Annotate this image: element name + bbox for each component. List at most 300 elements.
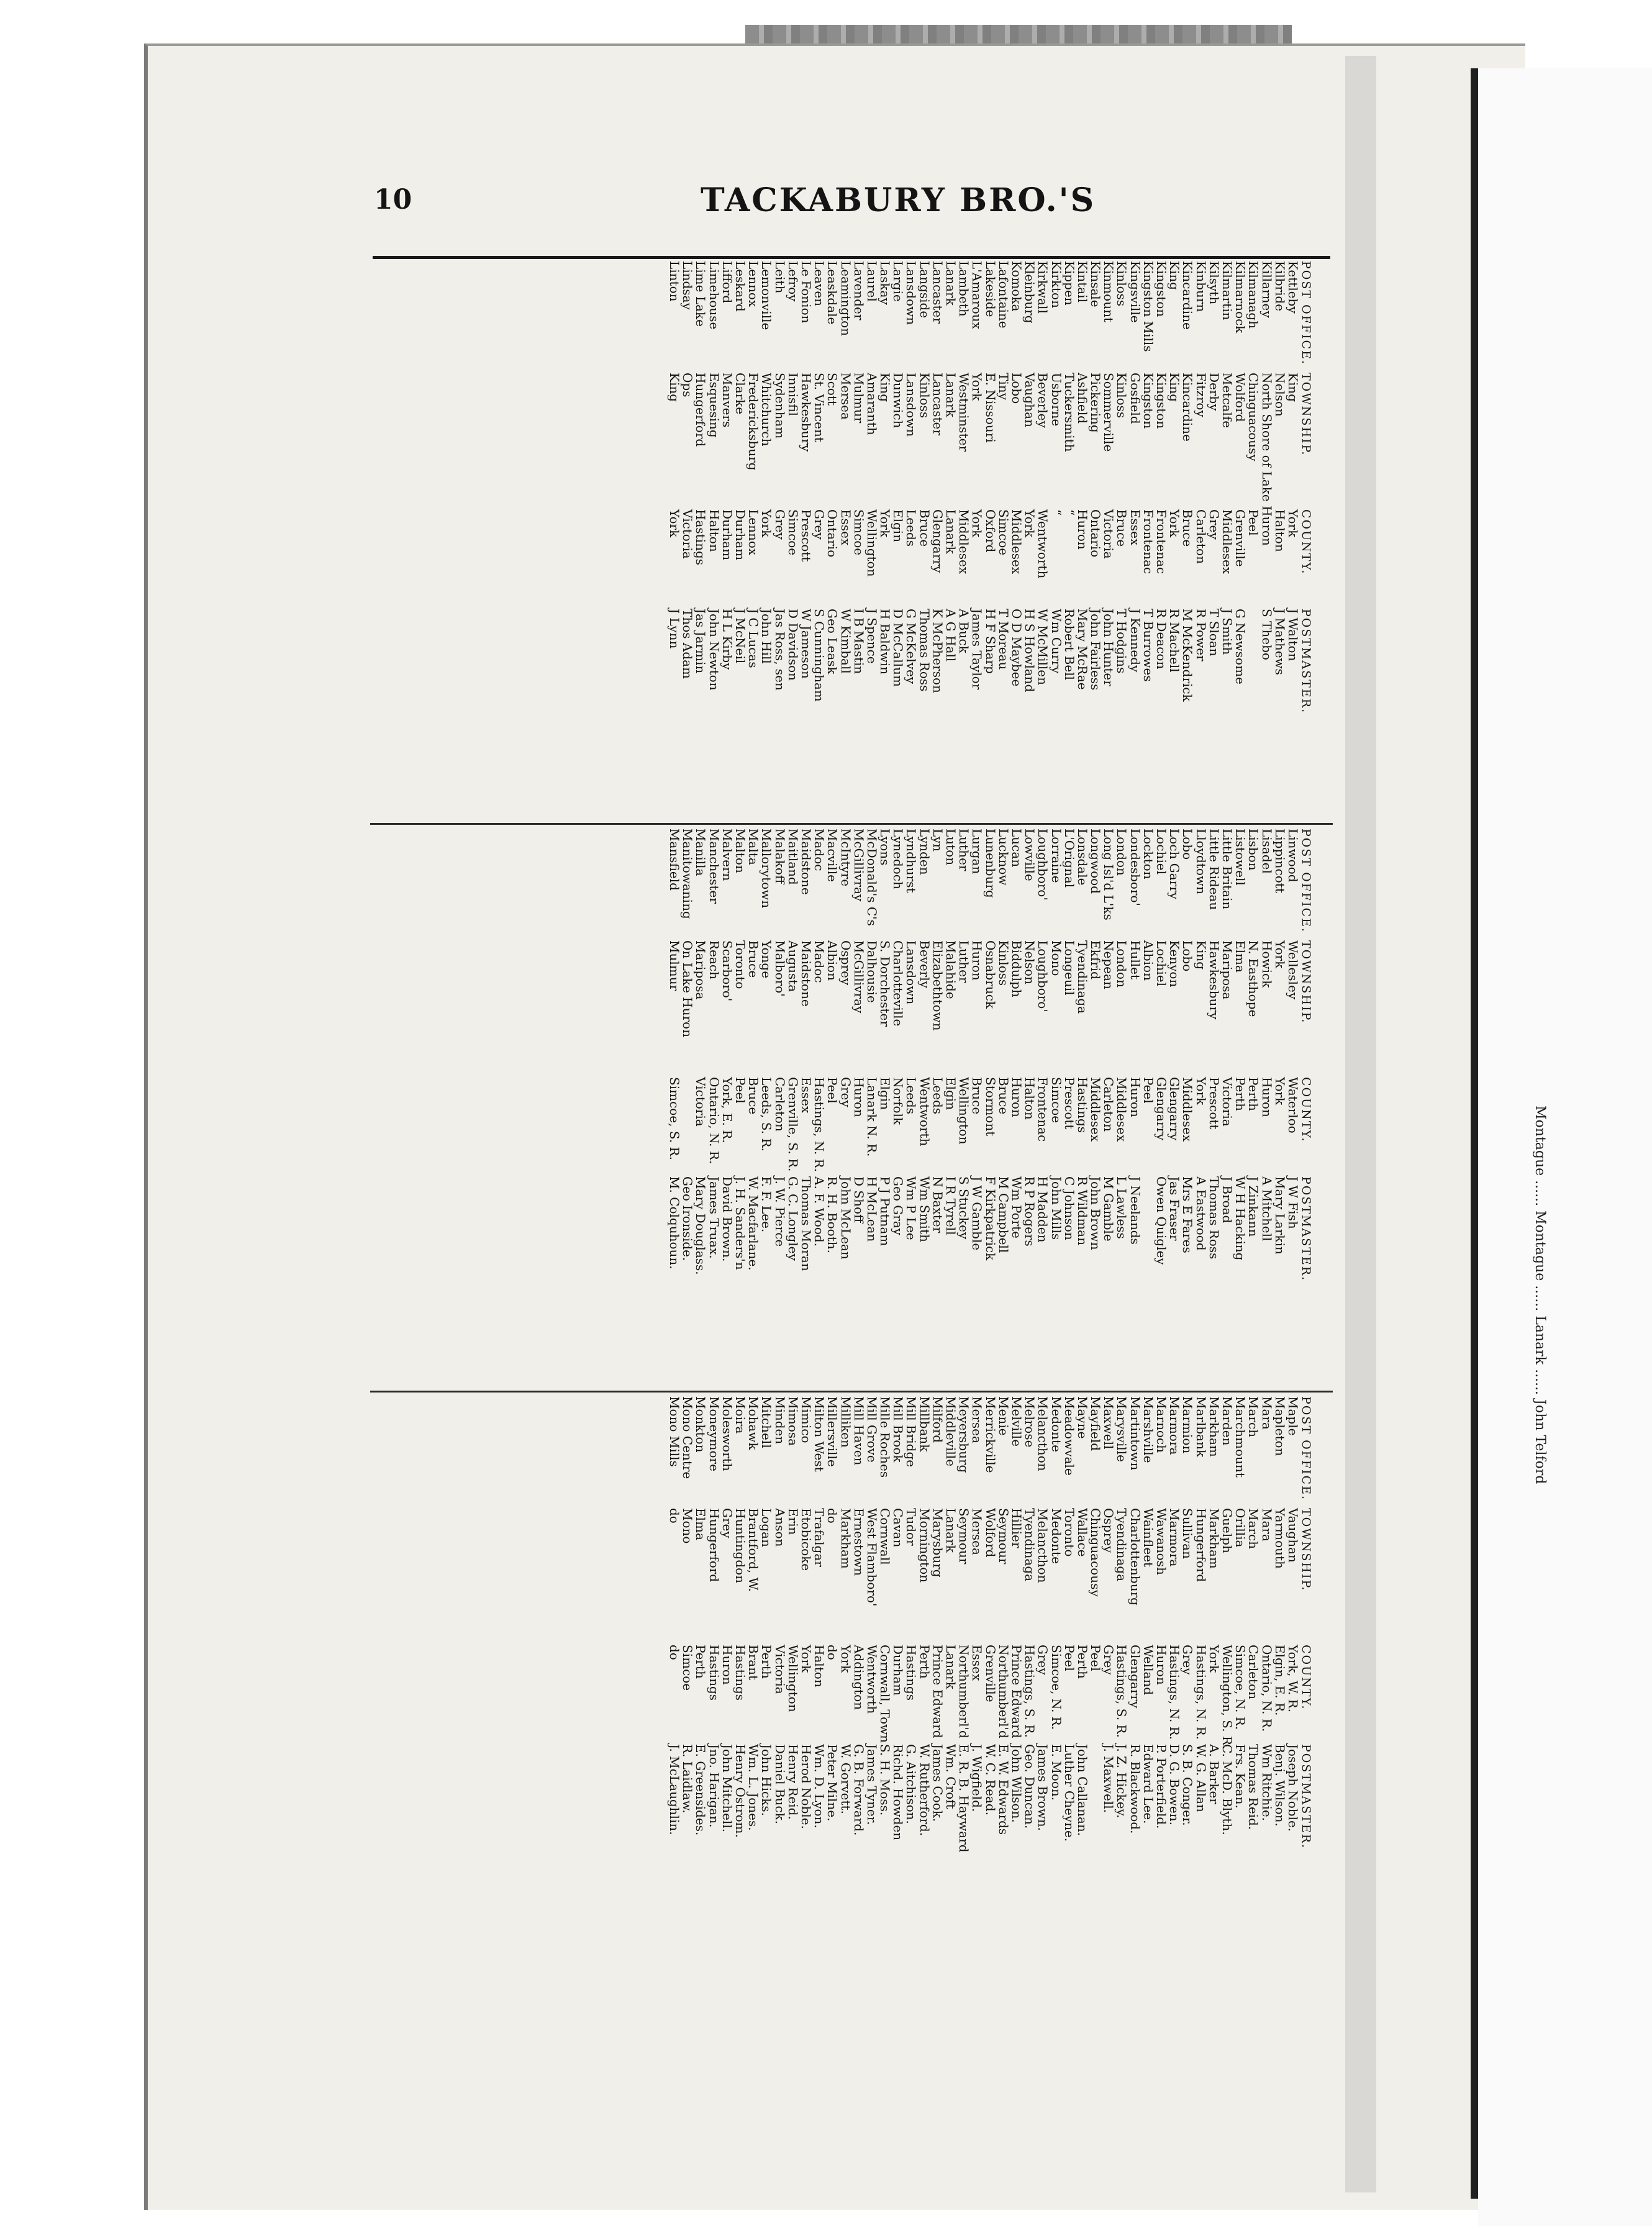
county-cell: Halton [706, 509, 722, 552]
post-office-cell: Mimosa [785, 1396, 801, 1447]
township-cell: Kinloss [1114, 373, 1130, 419]
postmaster-cell: John Wilson. [1009, 1744, 1024, 1823]
post-office-cell: Malta [746, 829, 761, 865]
postmaster-cell: R Deacon [1154, 609, 1169, 670]
postmaster-cell: S. B. Conger. [1180, 1744, 1196, 1826]
township-cell: Huntingdon [733, 1508, 748, 1584]
postmaster-cell: J Kennedy [1127, 609, 1143, 673]
postmaster-cell: R Wildman [1074, 1176, 1090, 1245]
table-row [1049, 1396, 1062, 1955]
postmaster-cell: James Taylor [969, 609, 985, 690]
post-office-cell: Kincardine [1180, 261, 1196, 330]
township-cell: Cornwall [878, 1508, 893, 1565]
directory-column-3 [370, 1396, 1333, 1955]
table-row [1207, 1396, 1220, 1955]
postmaster-cell: J Neelands [1127, 1176, 1143, 1245]
county-cell: Essex [969, 1645, 985, 1681]
table-row [668, 1396, 681, 1955]
header-county: COUNTY. [1299, 1077, 1313, 1143]
table-row [1089, 1396, 1102, 1955]
table-row [825, 261, 838, 820]
township-cell: Metcalfe [1219, 373, 1235, 429]
postmaster-cell: S Stuckey [956, 1176, 972, 1240]
postmaster-cell: R Machell [1167, 609, 1182, 673]
postmaster-cell: R P Rogers [1022, 1176, 1038, 1247]
township-cell: Elma [1233, 940, 1248, 973]
table-row [852, 829, 865, 1388]
postmaster-cell: J Spence [864, 609, 879, 664]
county-cell: Bruce [1180, 509, 1196, 547]
county-cell: Perth [1074, 1645, 1090, 1679]
county-cell: Frontenac [1154, 509, 1169, 575]
township-cell: Markham [1206, 1508, 1222, 1569]
township-cell: Mono [680, 1508, 696, 1544]
post-office-cell: Meyersburg [956, 1396, 972, 1473]
table-row [681, 261, 694, 820]
post-office-cell: Malton [733, 829, 748, 873]
post-office-cell: Mill Grove [864, 1396, 879, 1463]
township-cell: Beverly [917, 940, 932, 988]
county-cell: Glengarry [1167, 1077, 1182, 1141]
county-cell: York [838, 1645, 853, 1673]
post-office-cell: Lonsdale [1074, 829, 1090, 886]
post-office-cell: Lisbon [1246, 829, 1261, 871]
township-cell: Huron [969, 940, 985, 981]
table-row [1128, 829, 1141, 1388]
postmaster-cell: W. G. Allan [1193, 1744, 1209, 1812]
postmaster-cell: E. W. Edwards [996, 1744, 1011, 1835]
post-office-cell: Kinburn [1193, 261, 1209, 312]
post-office-cell: Leaven [812, 261, 827, 307]
table-row [1063, 1396, 1076, 1955]
post-office-cell: L'Amaroux [969, 261, 985, 329]
table-row [891, 829, 904, 1388]
township-cell: Malboro' [772, 940, 787, 997]
county-cell: Simcoe, S. R. [667, 1077, 683, 1160]
township-cell: Melancthon [1035, 1508, 1051, 1583]
table-row [1049, 829, 1062, 1388]
postmaster-cell: Peter Milne. [825, 1744, 840, 1822]
table-row [984, 1396, 997, 1955]
table-row [957, 261, 970, 820]
township-cell: Osnabruck [983, 940, 998, 1009]
county-cell: Simcoe, N. R. [1048, 1645, 1064, 1730]
post-office-cell: Middleville [943, 1396, 959, 1467]
post-office-cell: Kirkton [1048, 261, 1064, 308]
township-cell: Mersea [969, 1508, 985, 1555]
postmaster-cell: G. B. Forward. [851, 1744, 866, 1836]
postmaster-cell: J. H. Sanders'n [733, 1176, 748, 1270]
table-row [825, 829, 838, 1388]
post-office-cell: Kilmarnock [1233, 261, 1248, 334]
table-row [1023, 829, 1036, 1388]
county-cell: Middlesex [1180, 1077, 1196, 1142]
header-postmaster: POSTMASTER. [1299, 1744, 1313, 1850]
postmaster-cell: J C Lucas [746, 609, 761, 668]
postmaster-cell: M Campbell [996, 1176, 1011, 1253]
post-office-cell: March [1246, 1396, 1261, 1438]
postmaster-cell: J Mathews [1272, 609, 1287, 675]
county-cell: Grenville [1233, 509, 1248, 567]
table-row [1259, 1396, 1273, 1955]
post-office-cell: Leith [772, 261, 787, 294]
table-row [865, 829, 878, 1388]
township-cell: Kingston [1154, 373, 1169, 429]
county-cell: Ontario [825, 509, 840, 558]
township-cell: Pickering [1088, 373, 1104, 433]
post-office-cell: Longwood [1088, 829, 1104, 894]
county-cell: Peel [1246, 509, 1261, 536]
table-row [1036, 829, 1049, 1388]
postmaster-cell: H S Howland [1022, 609, 1038, 693]
post-office-cell: Kettleby [1285, 261, 1300, 314]
post-office-cell: Lime Lake [693, 261, 709, 327]
township-cell: Albion [1140, 940, 1156, 981]
county-cell: Middlesex [1009, 509, 1024, 575]
postmaster-cell: Herod Noble. [798, 1744, 814, 1829]
post-office-cell: Marden [1219, 1396, 1235, 1446]
county-cell: Perth [759, 1645, 774, 1679]
postmaster-cell: D Shoff [851, 1176, 866, 1224]
county-cell: Grey [1206, 509, 1222, 540]
table-row [984, 261, 997, 820]
postmaster-cell: Owen Quigley [1154, 1176, 1169, 1265]
table-row [825, 1396, 838, 1955]
county-cell: Lanark [943, 1645, 959, 1689]
post-office-cell: Minden [772, 1396, 787, 1445]
post-office-cell: Luton [943, 829, 959, 866]
township-cell: Clarke [733, 373, 748, 415]
table-row [1233, 829, 1246, 1388]
county-cell: Grey [812, 509, 827, 540]
column-header-row [1299, 829, 1333, 1388]
township-cell: Chinguacousy [1246, 373, 1261, 461]
township-cell: Maidstone [798, 940, 814, 1007]
county-cell: Ontario, N. R. [1259, 1645, 1274, 1732]
county-cell: Waterloo [1285, 1077, 1300, 1133]
postmaster-cell: L Lawless [1114, 1176, 1130, 1239]
table-row [1233, 1396, 1246, 1955]
table-row [838, 1396, 851, 1955]
post-office-cell: Maitland [785, 829, 801, 885]
township-cell: Cavan [891, 1508, 906, 1548]
postmaster-cell: Geo. Duncan. [1022, 1744, 1038, 1829]
township-cell: Orillia [1233, 1508, 1248, 1548]
township-cell: Medonte [1048, 1508, 1064, 1564]
postmaster-cell: Wm Ritchie. [1259, 1744, 1274, 1822]
county-cell: Huron [1154, 1645, 1169, 1685]
table-row [760, 829, 773, 1388]
county-cell: York [1022, 509, 1038, 538]
table-row [1128, 1396, 1141, 1955]
township-cell: Sydenham [772, 373, 787, 439]
township-cell: Ashfield [1074, 373, 1090, 424]
postmaster-cell: Mrs E Fares [1180, 1176, 1196, 1253]
table-row [957, 1396, 970, 1955]
township-cell: Wawanosh [1154, 1508, 1169, 1575]
township-cell: Ernestown [851, 1508, 866, 1576]
township-cell: do [667, 1508, 683, 1524]
postmaster-cell: H Madden [1035, 1176, 1051, 1243]
township-cell: Toronto [1061, 1508, 1077, 1557]
table-row [1115, 1396, 1128, 1955]
postmaster-cell: G Newsome [1233, 609, 1248, 684]
table-row [694, 1396, 707, 1955]
township-cell: Mono [1048, 940, 1064, 976]
postmaster-cell: I B Mastin [851, 609, 866, 675]
post-office-cell: Leaskdale [825, 261, 840, 325]
county-cell: York, W. R. [1285, 1645, 1300, 1713]
post-office-cell: Malakoff [772, 829, 787, 884]
post-office-cell: Laurel [864, 261, 879, 302]
post-office-cell: Markham [1206, 1396, 1222, 1457]
postmaster-cell: Wm. D. Lyon. [812, 1744, 827, 1828]
postmaster-cell: James Truax. [706, 1176, 722, 1259]
township-cell: Marysburg [930, 1508, 945, 1578]
post-office-cell: Menie [996, 1396, 1011, 1436]
county-cell: Huron [1127, 1077, 1143, 1117]
county-cell: Bruce [996, 1077, 1011, 1115]
township-cell: Mersea [838, 373, 853, 420]
county-cell: Wellington [956, 1077, 972, 1145]
table-row [1246, 261, 1259, 820]
postmaster-cell: A Buck [956, 609, 972, 653]
township-cell: Luther [956, 940, 972, 983]
post-office-cell: Mono Mills [667, 1396, 683, 1467]
table-row [747, 829, 760, 1388]
postmaster-cell: H F Sharp [983, 609, 998, 674]
county-cell: York [798, 1645, 814, 1673]
county-cell: Cornwall, Town [878, 1645, 893, 1743]
table-row [878, 261, 891, 820]
facing-page-edge [1478, 68, 1652, 2226]
table-row [878, 1396, 891, 1955]
county-cell: Prince Edward [1009, 1645, 1024, 1738]
postmaster-cell: John Callanan. [1074, 1744, 1090, 1837]
postmaster-cell: Wm. L. Jones. [746, 1744, 761, 1831]
postmaster-cell: R. Laidlaw. [680, 1744, 696, 1814]
table-row [1181, 261, 1194, 820]
township-cell: Hillier [1009, 1508, 1024, 1548]
postmaster-cell: James Cook. [930, 1744, 945, 1822]
county-cell: York [759, 509, 774, 538]
table-row [747, 1396, 760, 1955]
county-cell: Carleton [1193, 509, 1209, 564]
post-office-cell: Lowville [1022, 829, 1038, 881]
township-cell: Mariposa [1219, 940, 1235, 1000]
county-cell: Simcoe [851, 509, 866, 556]
postmaster-cell: Wm P Lee [904, 1176, 919, 1240]
county-cell: “ [1061, 509, 1077, 516]
table-row [970, 1396, 983, 1955]
postmaster-cell: Daniel Buck. [772, 1744, 787, 1825]
table-row [760, 1396, 773, 1955]
postmaster-cell: Wm Smith [917, 1176, 932, 1242]
table-row [1286, 829, 1299, 1388]
postmaster-cell: D. G. Bowen. [1167, 1744, 1182, 1825]
county-cell: Bruce [969, 1077, 985, 1115]
postmaster-cell: W H Hacking [1233, 1176, 1248, 1261]
county-cell: Norfolk [891, 1077, 906, 1125]
post-office-cell: King [1167, 261, 1182, 291]
table-row [1010, 261, 1023, 820]
township-cell: Albion [825, 940, 840, 981]
township-cell: Tiny [996, 373, 1011, 400]
table-row [1207, 261, 1220, 820]
post-office-cell: Laskay [878, 261, 893, 305]
post-office-cell: Mersea [969, 1396, 985, 1443]
county-cell: Essex [838, 509, 853, 546]
post-office-cell: Lansdown [904, 261, 919, 325]
table-row [1220, 829, 1233, 1388]
post-office-cell: Langside [917, 261, 932, 319]
county-cell: do [667, 1645, 683, 1660]
township-cell: Dunwich [891, 373, 906, 429]
table-row [1194, 829, 1207, 1388]
county-cell: Middlesex [1088, 1077, 1104, 1142]
county-cell: Victoria [1219, 1077, 1235, 1127]
postmaster-cell: Wm. Croft [943, 1744, 959, 1809]
township-cell: Bruce [746, 940, 761, 978]
table-row [773, 829, 786, 1388]
postmaster-cell: R. Blackwood. [1127, 1744, 1143, 1834]
post-office-cell: Mitchell [759, 1396, 774, 1448]
post-office-cell: Lambeth [956, 261, 972, 317]
township-cell: Lobo [1009, 373, 1024, 404]
next-page-text: Montague ...... Montague ...... Lanark ...... John Telford [1532, 1106, 1548, 1484]
post-office-cell: Loch Garry [1167, 829, 1182, 900]
postmaster-cell: J. W. Pierce [772, 1176, 787, 1247]
post-office-cell: Loughboro' [1035, 829, 1051, 901]
postmaster-cell: G. Aitchison. [904, 1744, 919, 1824]
post-office-cell: Lobo [1180, 829, 1196, 860]
post-office-cell: Lefroy [785, 261, 801, 302]
postmaster-cell: E. Greensides. [693, 1744, 709, 1836]
township-cell: Whitchurch [759, 373, 774, 447]
township-cell: Augusta [785, 940, 801, 993]
county-cell: Durham [733, 509, 748, 561]
table-row [931, 829, 944, 1388]
county-cell: Grenville, S. R. [785, 1077, 801, 1172]
post-office-cell: Mayfield [1088, 1396, 1104, 1451]
table-row [786, 829, 799, 1388]
county-cell: Hastings [706, 1645, 722, 1701]
county-cell: York [878, 509, 893, 538]
post-office-cell: Lennox [746, 261, 761, 307]
post-office-cell: Milton West [812, 1396, 827, 1472]
county-cell: Northumberl'd [956, 1645, 972, 1738]
table-row [1194, 261, 1207, 820]
table-row [681, 1396, 694, 1955]
table-row [707, 261, 720, 820]
township-cell: Trafalgar [812, 1508, 827, 1567]
table-row [944, 829, 957, 1388]
township-cell: Erin [785, 1508, 801, 1535]
postmaster-cell: C. McD. Blyth. [1219, 1744, 1235, 1835]
table-row [720, 261, 733, 820]
county-cell: Durham [891, 1645, 906, 1696]
post-office-cell: Londesboro' [1127, 829, 1143, 907]
county-cell: Prescott [798, 509, 814, 562]
township-cell: Howick [1259, 940, 1274, 988]
postmaster-cell: N Baxter [930, 1176, 945, 1233]
table-row [681, 829, 694, 1388]
township-cell: Tuckersmith [1061, 373, 1077, 452]
postmaster-cell: Luther Cheyne. [1061, 1744, 1077, 1842]
township-cell: Logan [759, 1508, 774, 1547]
directory-column-2 [370, 829, 1333, 1388]
postmaster-cell: John Hill [759, 609, 774, 664]
township-cell: Derby [1206, 373, 1222, 411]
township-cell: Ekfrid [1088, 940, 1104, 979]
township-cell: Tyendinaga [1074, 940, 1090, 1014]
post-office-cell: Milford [930, 1396, 945, 1443]
table-row [1286, 1396, 1299, 1955]
township-cell: Westminster [956, 373, 972, 452]
township-cell: Wolford [1233, 373, 1248, 422]
county-cell: Glengarry [930, 509, 945, 573]
township-cell: N. Easthope [1246, 940, 1261, 1017]
township-cell: King [1193, 940, 1209, 970]
township-cell: Sullivan [1180, 1508, 1196, 1559]
table-row [957, 829, 970, 1388]
postmaster-cell: P. Porterfield. [1154, 1744, 1169, 1829]
postmaster-cell: R Power [1193, 609, 1209, 661]
township-cell: King [667, 373, 683, 402]
header-township: TOWNSHIP. [1299, 940, 1313, 1024]
postmaster-cell: Richd. Howden [891, 1744, 906, 1841]
township-cell: King [878, 373, 893, 402]
county-cell: Lanark N. R. [864, 1077, 879, 1157]
postmaster-cell: G. C. Longley [785, 1176, 801, 1261]
post-office-cell: Limehouse [706, 261, 722, 330]
township-cell: London [1114, 940, 1130, 988]
township-cell: Nelson [1272, 373, 1287, 417]
county-cell: Simcoe [996, 509, 1011, 556]
county-cell: Middlesex [1114, 1077, 1130, 1142]
table-row [786, 1396, 799, 1955]
table-row [733, 829, 747, 1388]
county-cell: Leeds [930, 1077, 945, 1115]
table-row [1115, 261, 1128, 820]
table-row [694, 829, 707, 1388]
post-office-cell: Malvern [719, 829, 735, 881]
township-cell: Wainfleet [1140, 1508, 1156, 1568]
column-divider [370, 823, 1333, 825]
postmaster-cell: J McNeil [733, 609, 748, 664]
county-cell: Victoria [680, 509, 696, 559]
table-row [997, 261, 1010, 820]
township-cell: Sommerville [1101, 373, 1117, 452]
postmaster-cell: John Mitchell. [719, 1744, 735, 1833]
county-cell: Peel [1088, 1645, 1104, 1671]
post-office-cell: Meadowvale [1061, 1396, 1077, 1476]
header-postmaster: POSTMASTER. [1299, 609, 1313, 714]
postmaster-cell: Mary Larkin [1272, 1176, 1287, 1255]
county-cell: Bruce [746, 1077, 761, 1115]
township-cell: Hawkesbury [798, 373, 814, 452]
postmaster-cell: W. Rutherford. [917, 1744, 932, 1837]
post-office-cell: Marlbank [1193, 1396, 1209, 1458]
township-cell: Loughboro' [1035, 940, 1051, 1012]
post-office-cell: Lisadel [1259, 829, 1274, 874]
table-row [799, 829, 812, 1388]
township-cell: Mulmur [851, 373, 866, 424]
county-cell: Leeds [904, 1077, 919, 1115]
postmaster-cell: T Sloan [1206, 609, 1222, 656]
township-cell: St. Vincent [812, 373, 827, 442]
table-row [1155, 1396, 1168, 1955]
